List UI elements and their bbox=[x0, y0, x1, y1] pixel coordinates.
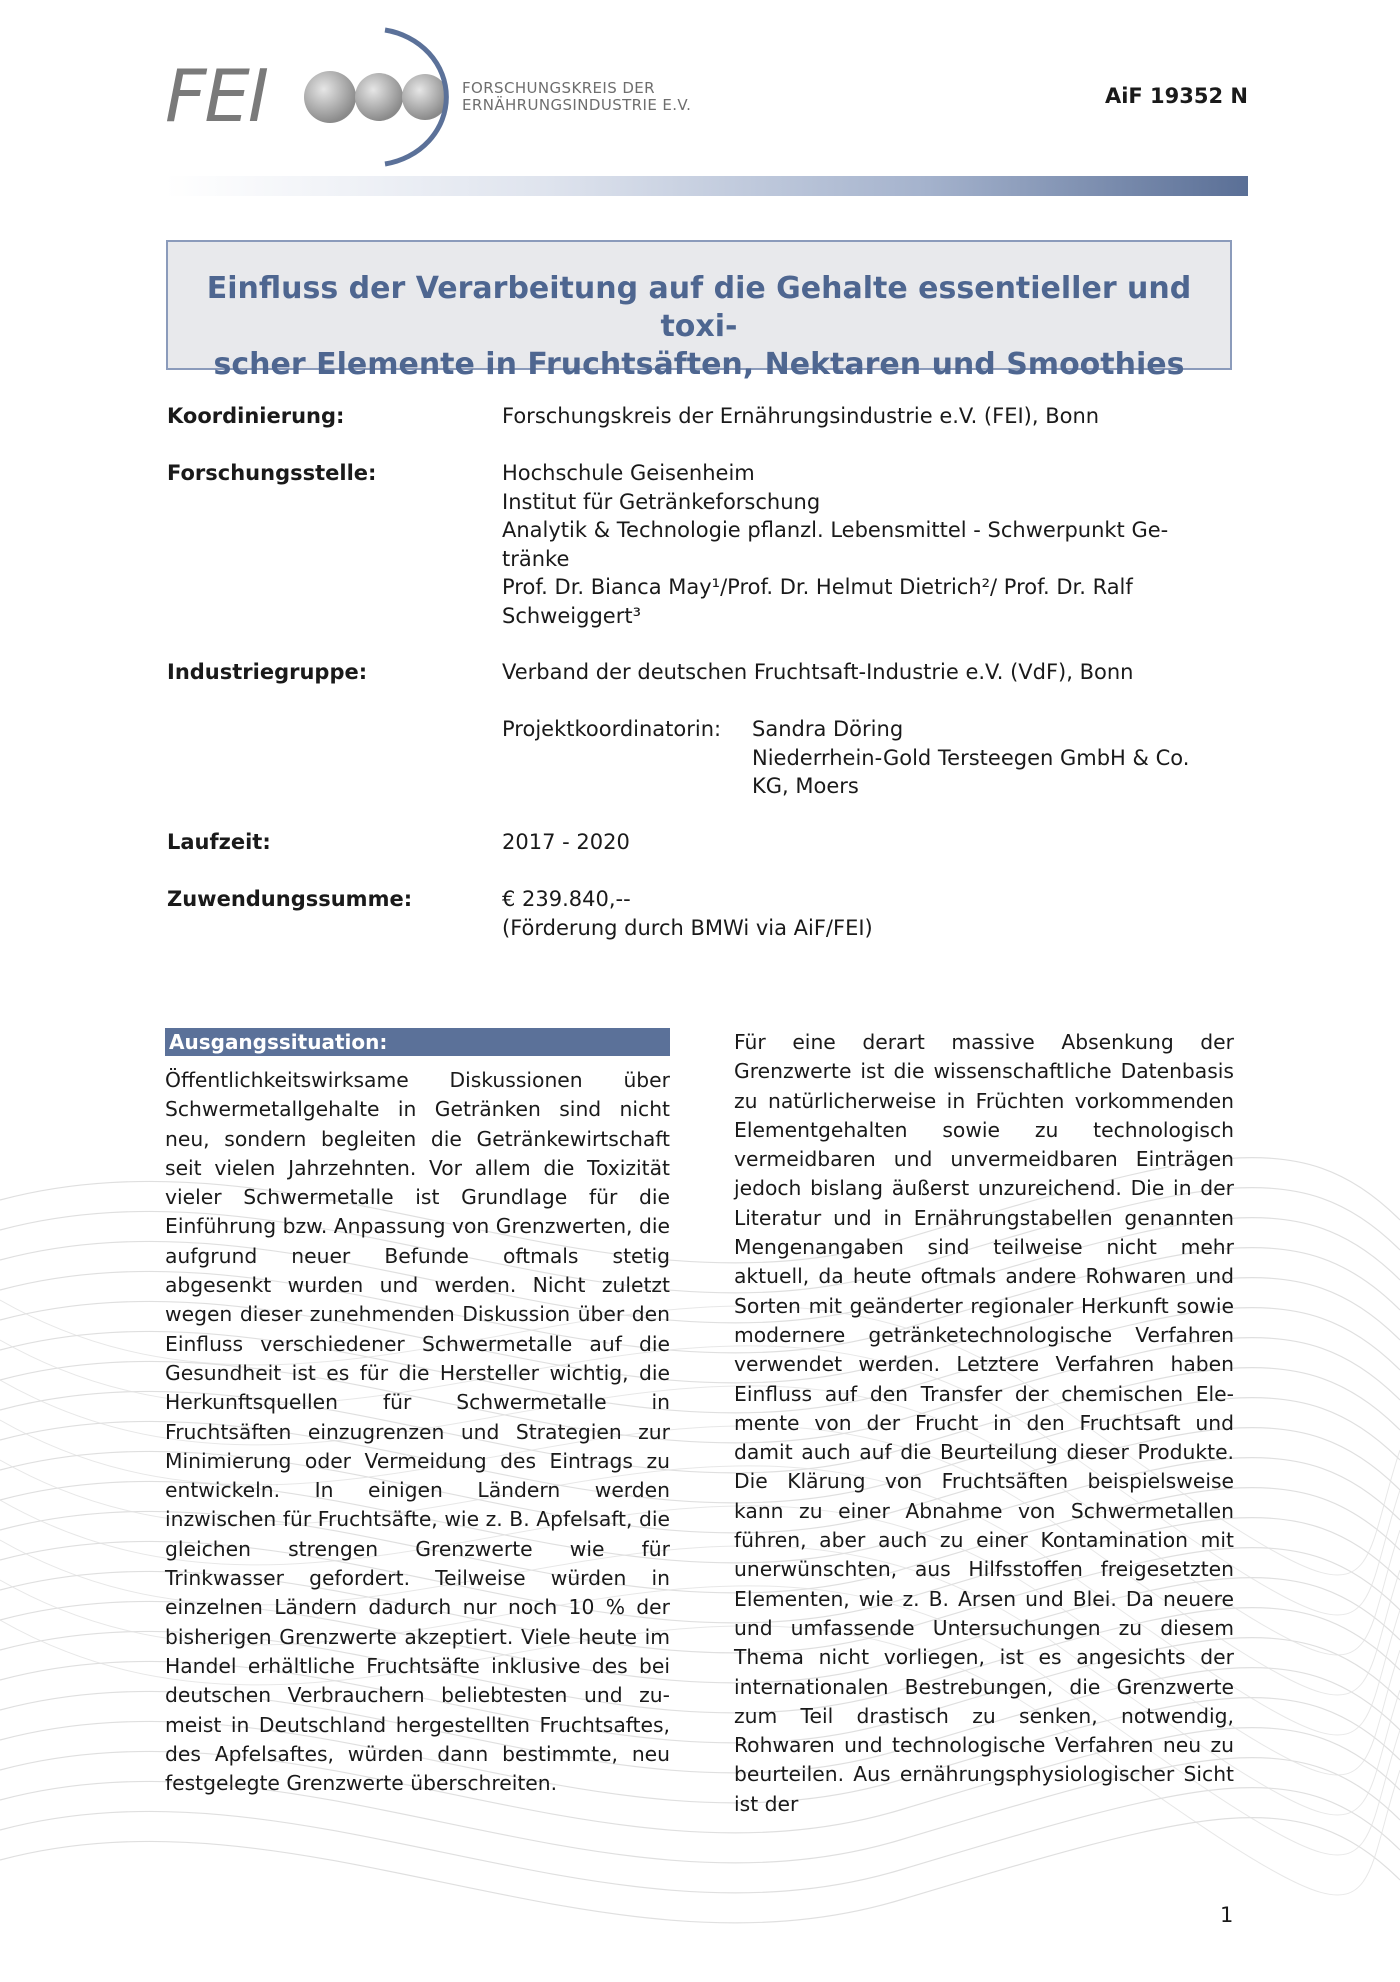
info-zuwendungssumme: Zuwendungssumme: € 239.840,-- (Förderung durch BMWi via AiF/FEI) bbox=[167, 887, 873, 940]
info-laufzeit: Laufzeit: 2017 - 2020 bbox=[167, 830, 630, 854]
header-divider bbox=[165, 176, 1248, 196]
logo-circles-icon bbox=[275, 22, 465, 172]
section-heading: Ausgangssituation: bbox=[165, 1028, 670, 1056]
page-title bbox=[168, 270, 1230, 384]
page-number: 1 bbox=[1220, 1903, 1234, 1927]
title-line-1: Einfluss der Verarbeitung auf die Gehalte essentieller und toxi- bbox=[206, 271, 1192, 344]
organization-name: FORSCHUNGSKREIS DER ERNÄHRUNGSINDUSTRIE E.V. bbox=[462, 79, 692, 114]
project-code: AiF 19352 N bbox=[1104, 84, 1248, 108]
info-projektkoordinatorin: Projektkoordinatorin: Sandra Döring Niederrhein-Gold Tersteegen GmbH & Co. KG, Moers bbox=[502, 717, 1190, 798]
info-industriegruppe: Industriegruppe: Verband der deutschen Fruchtsaft-Industrie e.V. (VdF), Bonn bbox=[167, 660, 1134, 684]
info-forschungsstelle: Forschungsstelle: Hochschule Geisenheim Institut für Getränkeforschung Analytik & Technologie pflanzl. Lebensmittel - Schwerpunkt Ge- tränke Prof. Dr. Bianca May¹/Prof. Dr. Helmut Dietrich²/ Prof. Dr. Ralf Schweiggert³ bbox=[167, 461, 1169, 628]
logo-wordmark: FEI bbox=[165, 54, 268, 138]
body-paragraph: Öffentlichkeitswirksame Diskussionen über Schwermetallgehalte in Getränken sind nicht neu, sondern begleiten die Getränkewirtschaft seit vielen Jahrzehnten. Vor allem die Toxizität vieler Schwermetalle ist Grundlage für die Einführung bzw. Anpassung von Grenzwerten, die aufgrund neuer Befunde oftmals stetig abgesenkt wurden und werden. Nicht zuletzt wegen dieser zunehmenden Diskussion über den Einfluss verschiedener Schwermetalle auf die Gesundheit ist es für die Hersteller wichtig, die Herkunftsquellen für Schwermetalle in Fruchtsäften einzugrenzen und Strategien zur Minimierung oder Vermeidung des Eintrags zu entwickeln. In einigen Ländern werden inzwischen für Fruchtsäfte, wie z. B. Apfelsaft, die gleichen strengen Grenzwerte wie für Trinkwasser gefordert. Teilweise würden in einzelnen Ländern dadurch nur noch 10 % der bisherigen Grenzwerte akzeptiert. Viele heute im Handel erhältliche Fruchtsäfte inklusive des bei deutschen Verbrauchern beliebtesten und zumeist in Deutschland hergestellten Fruchtsaftes, des Apfelsaftes, würden dann bestimmte, neu festgelegte Grenzwerte überschreiten. bbox=[165, 1068, 670, 1796]
body-paragraph: Für eine derart massive Absenkung der Grenzwerte ist die wissenschaftliche Datenbasis zu natürlicherweise in Früchten vorkommenden Elementgehalten sowie zu technologisch vermeidbaren und unvermeidbaren Einträgen jedoch bislang äußerst unzureichend. Die in der Literatur und in Ernährungstabellen genannten Mengenangaben sind teilweise nicht mehr aktuell, da heute oftmals andere Rohwaren und Sorten mit geänderter regionaler Herkunft sowie modernere getränketechnologische Verfahren verwendet werden. Letztere Verfahren haben Einfluss auf den Transfer der chemischen Elemente von der Frucht in den Fruchtsaft und damit auch auf die Beurteilung dieser Produkte. Die Klärung von Fruchtsäften beispielsweise kann zu einer Abnahme von Schwermetallen führen, aber auch zu einer Kontamination mit unerwünschten, aus Hilfsstoffen freigesetzten Elementen, wie z. B. Arsen und Blei. Da neuere und umfassende Untersuchungen zu diesem Thema nicht vorliegen, ist es angesichts der internationalen Bestrebungen, die Grenzwerte zum Teil drastisch zu senken, notwendig, Rohwaren und technologische Verfahren neu zu beurteilen. Aus ernährungsphysiologischer Sicht ist der bbox=[734, 1030, 1234, 1816]
info-koordinierung: Koordinierung: Forschungskreis der Ernährungsindustrie e.V. (FEI), Bonn bbox=[167, 404, 1100, 428]
left-column bbox=[165, 1028, 670, 1798]
right-column bbox=[734, 1028, 1234, 1819]
title-box bbox=[166, 240, 1232, 382]
project-info bbox=[167, 402, 1247, 942]
fei-logo bbox=[165, 22, 705, 172]
title-line-2: scher Elemente in Fruchtsäften, Nektaren und Smoothies bbox=[213, 347, 1185, 382]
